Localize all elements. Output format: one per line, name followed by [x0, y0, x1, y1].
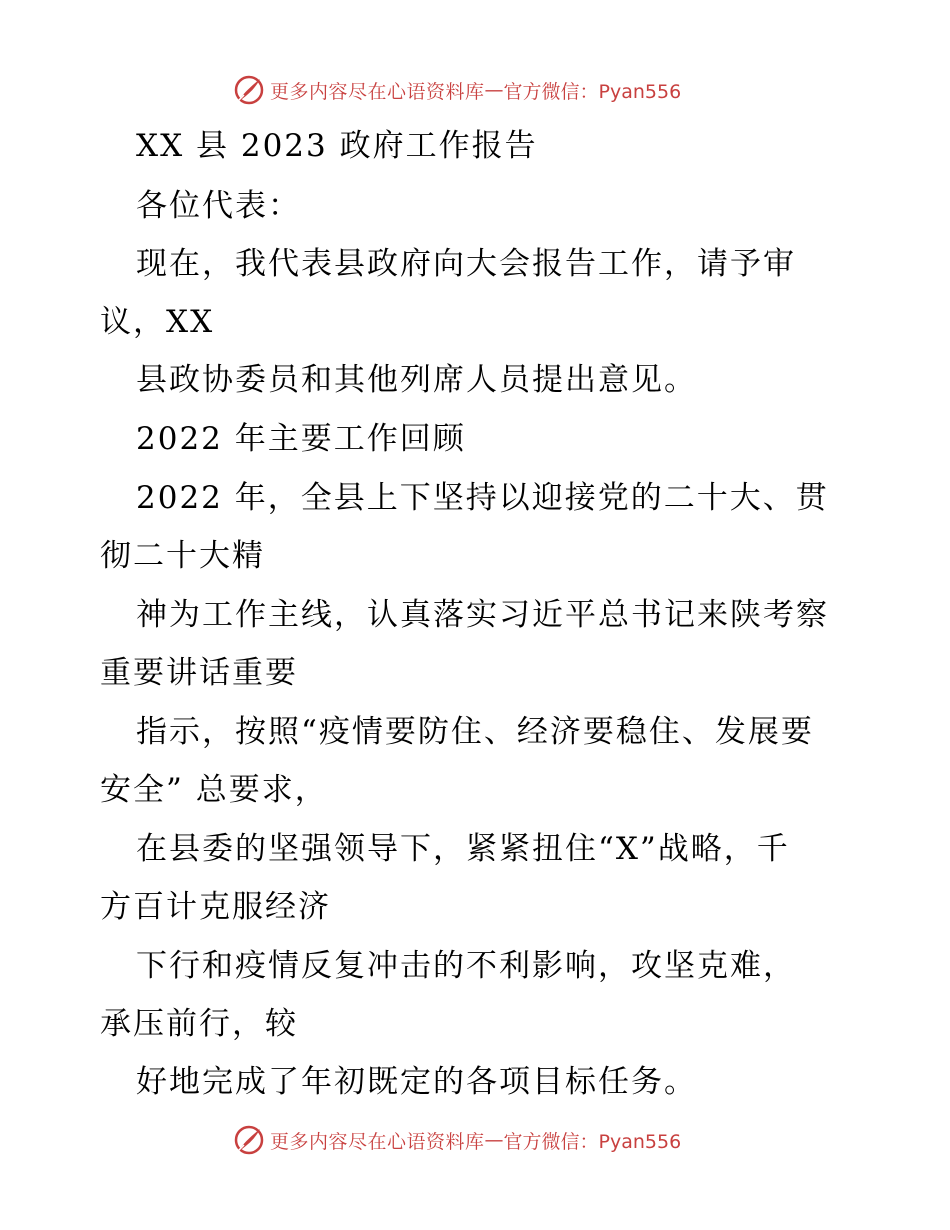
text-line: 承压前行，较 [100, 1006, 298, 1042]
watermark-text: 更多内容尽在心语资料库 [270, 80, 485, 103]
text-line: 安全” 总要求， [100, 772, 328, 808]
text-line: 现在，我代表县政府向大会报告工作，请予审 [136, 246, 796, 282]
watermark-text: 更多内容尽在心语资料库 [270, 1130, 485, 1153]
watermark-separator: — [484, 1129, 504, 1151]
document-title: XX 县 2023 政府工作报告 [136, 128, 538, 164]
text-line: 彻二十大精 [100, 538, 265, 574]
watermark-separator: — [484, 79, 504, 101]
watermark-contact: 官方微信：Pyan556 [503, 80, 682, 103]
section-heading: 2022 年主要工作回顾 [136, 421, 466, 457]
text-line: 下行和疫情反复冲击的不利影响，攻坚克难， [136, 948, 796, 984]
text-line: 方百计克服经济 [100, 889, 331, 925]
text-line: 在县委的坚强领导下，紧紧扭住“X”战略，千 [136, 831, 790, 867]
text-line: 好地完成了年初既定的各项目标任务。 [136, 1064, 697, 1100]
text-line: 指示，按照“疫情要防住、经济要稳住、发展要 [136, 714, 814, 750]
watermark-header [232, 70, 681, 110]
text-line: 重要讲话重要 [100, 655, 298, 691]
text-line: 县政协委员和其他列席人员提出意见。 [136, 362, 697, 398]
salutation: 各位代表： [136, 188, 301, 224]
quill-pen-logo-icon [232, 1123, 266, 1157]
watermark-footer [232, 1120, 681, 1160]
watermark-contact: 官方微信：Pyan556 [503, 1130, 682, 1153]
text-line: 议，XX [100, 304, 215, 340]
quill-pen-logo-icon [232, 73, 266, 107]
text-line: 神为工作主线，认真落实习近平总书记来陕考察 [136, 597, 829, 633]
text-line: 2022 年，全县上下坚持以迎接党的二十大、贯 [136, 480, 829, 516]
